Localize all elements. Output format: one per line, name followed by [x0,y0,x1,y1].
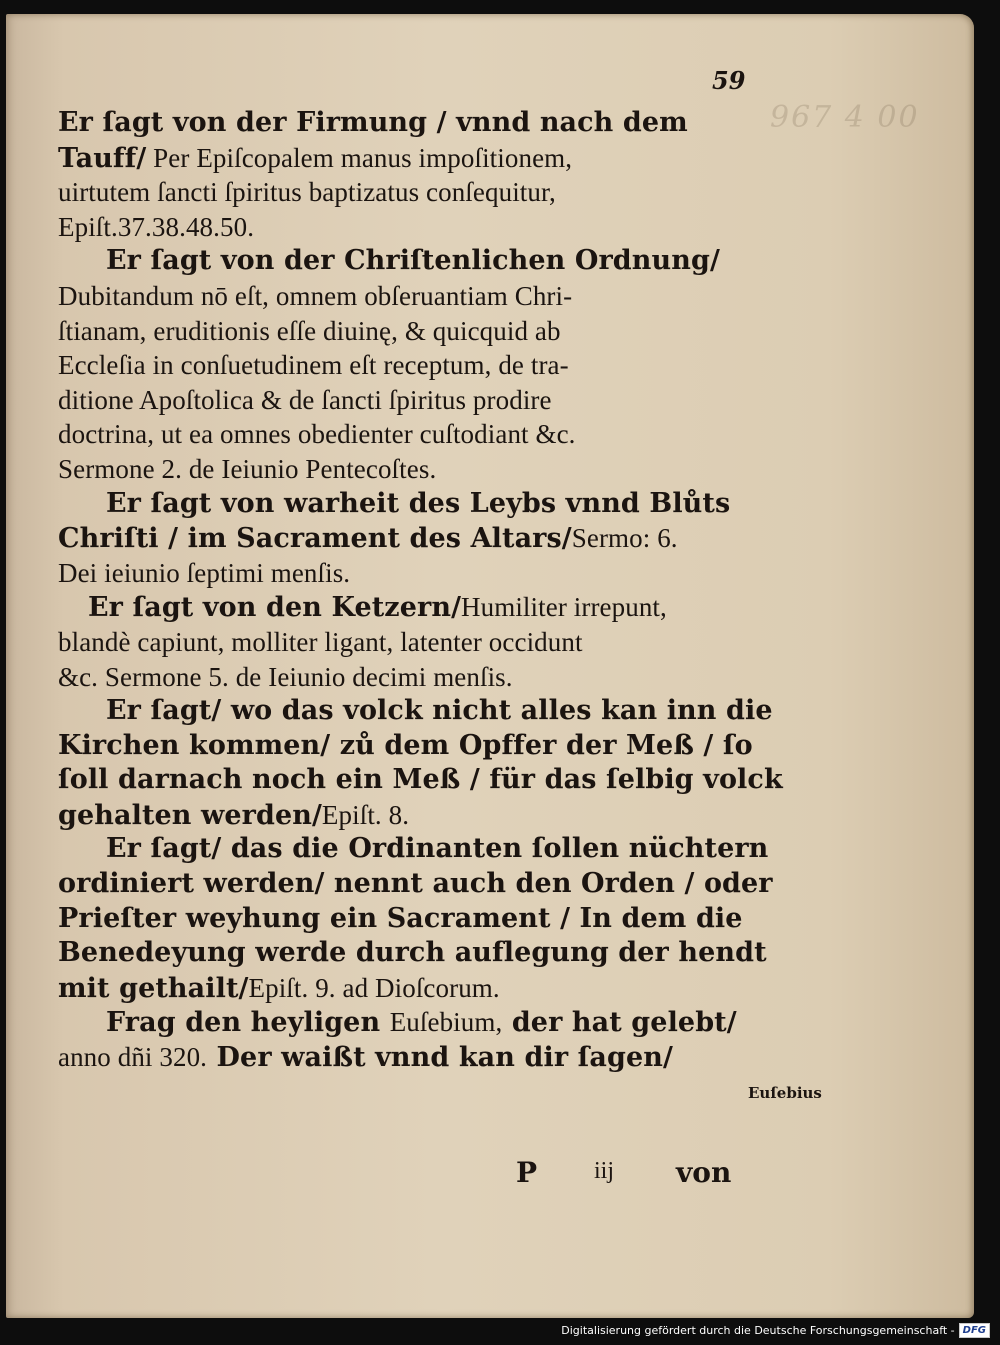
dfg-logo: DFG [959,1323,990,1338]
text-line [58,417,758,452]
antiqua-text: Epiſt.37.38.48.50. [58,211,255,242]
text-line [58,1005,758,1040]
text-line [58,660,758,695]
fraktur-text: Er ſagt/ das die Ordinanten ſollen nüchtern [106,833,769,865]
book-page [6,14,974,1318]
text-line [58,936,767,971]
text-line [58,175,758,210]
antiqua-text: Humiliter irrepunt, [461,592,667,623]
fraktur-text: Benedeyung werde durch auflegung der hendt [58,937,767,969]
text-line [58,832,769,867]
text-line [58,694,773,729]
page-number: 59 [712,66,746,95]
antiqua-text: ſtianam, eruditionis eſſe diuinę, & quicquid ab [58,315,561,346]
footer-text: Digitalisierung gefördert durch die Deutsche Forschungsgemeinschaft - [561,1323,955,1337]
text-line [58,1040,758,1075]
fraktur-text: ordiniert werden/ nennt auch den Orden / oder [58,868,773,900]
fraktur-text: Der waißt vnnd kan dir ſagen/ [207,1042,673,1074]
bleed-through-text: 967 4 00 [770,100,920,135]
fraktur-text: Er ſagt von der Chriſtenlichen Ordnung/ [106,245,720,277]
text-line [58,452,758,487]
antiqua-text: Epiſt. 8. [321,799,410,830]
text-line [58,141,758,176]
text-line [58,729,758,764]
text-line [58,244,758,279]
text-line [58,590,758,625]
text-line [58,971,758,1006]
antiqua-text: &c. Sermone 5. de Ieiunio decimi menſis. [58,661,513,692]
text-line [58,556,758,591]
footer-credit [561,1321,990,1339]
text-line [58,314,758,349]
antiqua-text: Dei ieiunio ſeptimi menſis. [58,557,351,588]
fraktur-text: Tauff/ [58,142,147,174]
fraktur-text: Er ſagt von warheit des Leybs vnnd Blůts [106,487,731,519]
antiqua-text: blandè capiunt, molliter ligant, latenter occidunt [58,626,583,657]
antiqua-text: Euſebium, [389,1007,503,1038]
signature-number: iij [594,1158,615,1184]
antiqua-text: uirtutem ſancti ſpiritus baptizatus conſequitur, [58,177,556,208]
catchline [516,1156,746,1196]
text-line [58,625,758,660]
fraktur-text: Frag den heyligen [106,1007,390,1039]
fraktur-text: ſoll darnach noch ein Meß / für das ſelbig volck [58,764,783,796]
text-line [58,487,758,522]
antiqua-text: Epiſt. 9. ad Dioſcorum. [248,972,500,1003]
antiqua-text: Dubitandum nō eſt, omnem obſeruantiam Chri- [58,280,573,311]
fraktur-text: Chriſti / im Sacrament des Altars/ [58,523,572,555]
text-line [58,383,758,418]
catchword: von [676,1156,732,1189]
fraktur-text: der hat gelebt/ [502,1007,737,1039]
antiqua-text: Sermo: 6. [571,523,678,554]
text-line [58,867,773,902]
main-text-block [58,106,783,1075]
fraktur-text: gehalten werden/ [58,799,322,831]
text-line [58,763,783,798]
margin-note: Euſebius [748,1084,822,1102]
antiqua-text: doctrina, ut ea omnes obedienter cuſtodiant &c. [58,419,576,450]
fraktur-text: Er ſagt/ wo das volck nicht alles kan inn die [106,695,773,727]
text-line [58,348,758,383]
fraktur-text: Prieſter weyhung ein Sacrament / In dem die [58,902,743,934]
text-line [58,106,758,141]
signature-mark: P [516,1156,538,1189]
fraktur-text: mit gethailt/ [58,972,249,1004]
fraktur-text: Er ſagt von den Ketzern/ [88,592,462,624]
antiqua-text: anno dñi 320. [58,1042,208,1073]
text-line [58,279,758,314]
text-line [58,521,758,556]
text-line [58,902,758,937]
fraktur-text: Kirchen kommen/ zů dem Opffer der Meß / ſo [58,729,753,761]
antiqua-text: Sermone 2. de Ieiunio Pentecoſtes. [58,453,437,484]
text-line [58,798,758,833]
antiqua-text: Per Epiſcopalem manus impoſitionem, [146,142,573,173]
antiqua-text: ditione Apoſtolica & de ſancti ſpiritus prodire [58,384,552,415]
antiqua-text: Eccleſia in conſuetudinem eſt receptum, de tra- [58,350,569,381]
text-line [58,210,758,245]
fraktur-text: Er ſagt von der Firmung / vnnd nach dem [58,107,688,138]
